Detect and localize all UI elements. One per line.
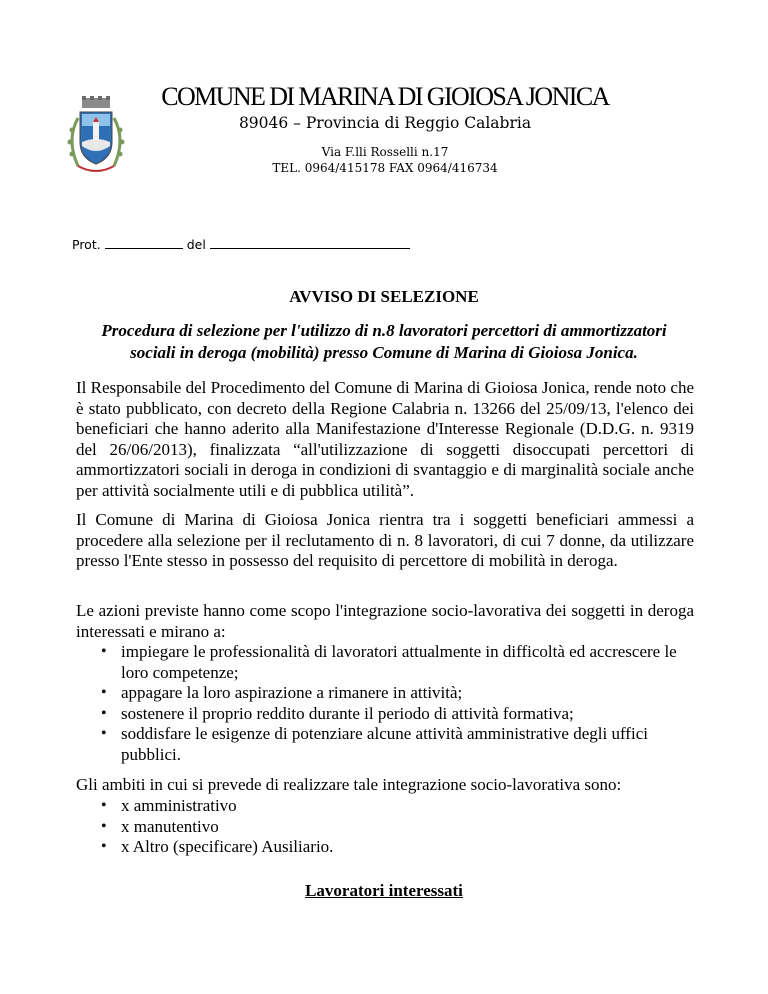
list-item: • soddisfare le esigenze di potenziare alcune attività amministrative degli uffici pubblici. [95, 724, 695, 765]
address-line: Via F.lli Rosselli n.17 [321, 145, 449, 159]
municipality-name: COMUNE DI MARINA DI GIOIOSA JONICA [161, 82, 609, 111]
notice-subtitle: Procedura di selezione per l'utilizzo di n.8 lavoratori percettori di ammortizzatori sociali in deroga (mobilità) presso Comune di Marina di Gioiosa Jonica. [101, 321, 667, 362]
list-item: • appagare la loro aspirazione a rimanere in attività; [95, 683, 695, 704]
areas-list [95, 796, 695, 858]
objectives-list [95, 642, 695, 765]
section-heading: Lavoratori interessati [305, 881, 463, 900]
protocol-date-label: del [186, 237, 206, 252]
list-item: • x amministrativo [95, 796, 695, 817]
municipal-crest-icon [60, 96, 132, 182]
protocol-number-blank [105, 236, 183, 249]
address-block [150, 144, 620, 176]
protocol-line [72, 236, 410, 253]
paragraph-selection: Il Comune di Marina di Gioiosa Jonica rientra tra i soggetti beneficiari ammessi a procedere alla selezione per il reclutamento di n. 8 lavoratori, di cui 7 donne, da utilizzare presso l'Ente stesso in possesso del requisito di percettore di mobilità in deroga. [76, 510, 694, 570]
protocol-date-blank [210, 236, 410, 249]
paragraph-objectives-intro: Le azioni previste hanno come scopo l'integrazione socio-lavorativa dei soggetti in deroga interessati e mirano a: [76, 601, 694, 641]
paragraph-areas-intro: Gli ambiti in cui si prevede di realizzare tale integrazione socio-lavorativa sono: [76, 775, 622, 794]
paragraph-intro: Il Responsabile del Procedimento del Comune di Marina di Gioiosa Jonica, rende noto che è stato pubblicato, con decreto della Regione Calabria n. 13266 del 25/09/13, l'elenco dei beneficiari che hanno aderito alla Manifestazione d'Interesse Regionale (D.D.G. n. 9319 del 26/06/2013), finalizzata “all'utilizzazione di soggetti disoccupati percettori di ammortizzatori sociali in deroga in condizioni di svantaggio e di marginalità sociale anche per attività socialmente utili e di pubblica utilità”. [76, 378, 694, 500]
notice-title: AVVISO DI SELEZIONE [289, 287, 479, 306]
contacts-line: TEL. 0964/415178 FAX 0964/416734 [272, 161, 498, 175]
list-item: • impiegare le professionalità di lavoratori attualmente in difficoltà ed accrescere le loro competenze; [95, 642, 695, 683]
list-item: • x Altro (specificare) Ausiliario. [95, 837, 695, 858]
list-item: • sostenere il proprio reddito durante il periodo di attività formativa; [95, 704, 695, 725]
province-line: 89046 – Provincia di Reggio Calabria [238, 114, 532, 132]
protocol-label: Prot. [72, 237, 101, 252]
list-item: • x manutentivo [95, 817, 695, 838]
